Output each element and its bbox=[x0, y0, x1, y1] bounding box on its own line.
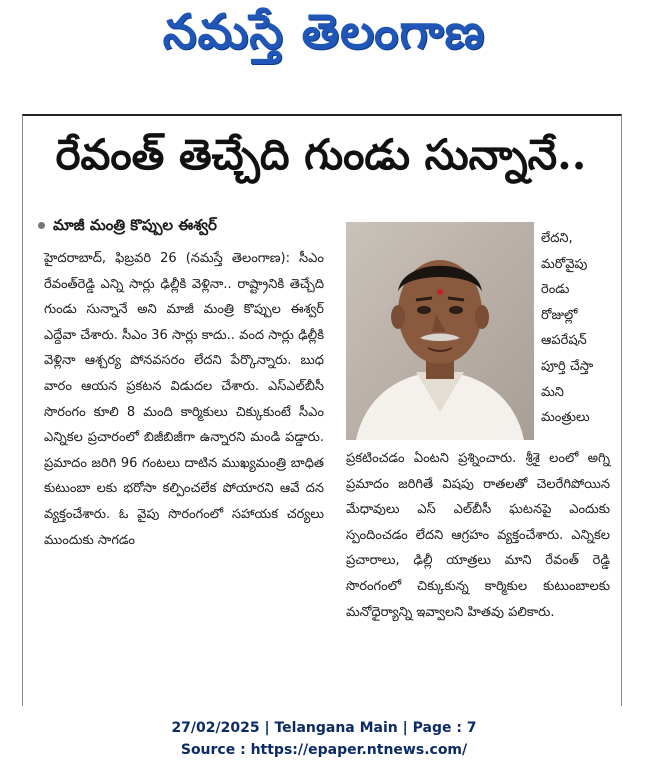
byline bbox=[38, 216, 217, 238]
narrow-line: లేదని, bbox=[541, 231, 573, 246]
page-footer bbox=[0, 717, 648, 761]
byline-text: మాజీ మంత్రి కొప్పుల ఈశ్వర్ bbox=[53, 216, 217, 234]
newspaper-title: నమస్తే తెలంగాణ bbox=[162, 4, 486, 60]
narrow-line: రోజుల్లో bbox=[541, 307, 578, 323]
article-body-left: హైదరాబాద్, ఫిబ్రవరి 26 (నమస్తే తెలంగాణ): సీఎం రేవంత్‌రెడ్డి ఎన్ని సార్లు ఢిల్లీకి వెళ్లినా.. రాష్ట్రానికి తెచ్చేది గుండు సున్నానే అని మాజీ మంత్రి కొప్పుల ఈశ్వర్ ఎద్దేవా చేశారు. సీఎం 36 సార్లు కాదు.. వంద సార్లు ఢిల్లీకి వెళ్లినా ఆశ్చర్య పోనవసరం లేదని పేర్కొన్నారు. బుధ వారం ఆయన ప్రకటన విడుదల చేశారు. ఎస్‌ఎల్‌బీసీ సొరంగం కూలి 8 మంది కార్మికులు చిక్కుకుంటే సీఎం ఎన్నికల ప్రచారంలో బిజీబిజీగా ఉన్నారని మండి పడ్డారు. ప్రమాదం జరిగి 96 గంటలు దాటిన ముఖ్యమంత్రి బాధిత కుటుంబా లకు భరోసా కల్పించలేక పోయారని ఆవే దన వ్యక్తంచేశారు. ఓ వైపు సొరంగంలో సహాయక చర్యలు ముందుకు సాగడం bbox=[44, 251, 324, 548]
narrow-line: ఆపరేషన్ bbox=[541, 333, 587, 349]
article-body-right: ప్రకటించడం ఏంటని ప్రశ్నించారు. శ్రీశై లంలో అగ్ని ప్రమాదం జరిగితే విషపు రాతలతో చెలరేగిపోయిన మేధావులు ఎస్ ఎల్‌బీసీ ఘటనపై ఎందుకు స్పందించడం లేదని ఆగ్రహం వ్యక్తంచేశారు. ఎన్నికల ప్రచారాలు, ఢిల్లీ యాత్రలు మాని రేవంత్ రెడ్డి సొరంగంలో చిక్కుకున్న కార్మికుల కుటుంబాలకు మనోధైర్యాన్ని ఇవ్వాలని హితవు పలికారు. bbox=[346, 451, 610, 620]
narrow-line: రెండు bbox=[541, 282, 570, 298]
narrow-line: మరోవైపు bbox=[541, 256, 588, 272]
narrow-line: పూర్తి చేస్తా bbox=[541, 358, 594, 374]
source-link[interactable]: Source : https://epaper.ntnews.com/ bbox=[180, 742, 468, 758]
edition-info: 27/02/2025 | Telangana Main | Page : 7 bbox=[171, 720, 477, 736]
bullet-icon bbox=[38, 222, 45, 229]
portrait-photo bbox=[346, 222, 534, 440]
narrow-line: మని bbox=[541, 384, 564, 400]
article-headline: రేవంత్ తెచ్చేది గుండు సున్నానే.. bbox=[55, 130, 587, 179]
narrow-line: మంత్రులు bbox=[541, 410, 590, 426]
portrait-illustration bbox=[346, 222, 534, 440]
article-narrow-column bbox=[541, 226, 611, 431]
article-left-column bbox=[44, 246, 324, 553]
masthead bbox=[0, 0, 648, 96]
article-bottom-column bbox=[346, 446, 610, 625]
